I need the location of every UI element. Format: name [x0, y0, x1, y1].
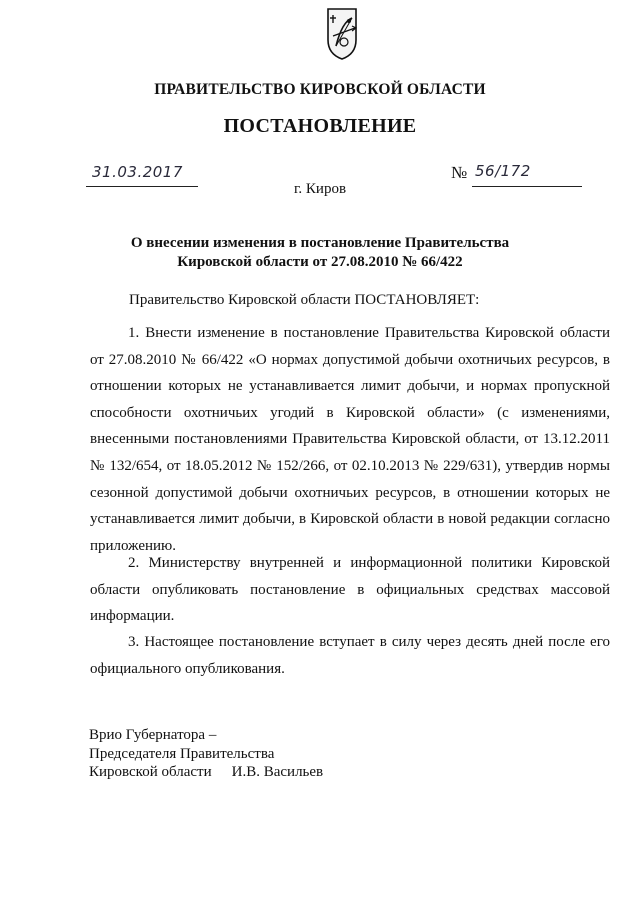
signatory-name: И.В. Васильев — [231, 764, 324, 780]
signature-org: Кировской области — [89, 764, 212, 780]
paragraph-3: 3. Настоящее постановление вступает в силу через десять дней после его официального опубликования. — [90, 634, 610, 677]
document-number: 56/172 — [475, 162, 531, 180]
signature-line-3 — [89, 763, 323, 782]
number-sign: № — [451, 163, 468, 182]
resolution-lead: Правительство Кировской области ПОСТАНОВЛЯЕТ: — [129, 292, 480, 308]
signature-line-1: Врио Губернатора – — [89, 727, 217, 743]
paragraph-2: 2. Министерству внутренней и информационной политики Кировской области опубликовать постановление в официальных средствах массовой информации. — [90, 555, 610, 625]
organization-title: ПРАВИТЕЛЬСТВО КИРОВСКОЙ ОБЛАСТИ — [154, 81, 486, 98]
paragraph-1: 1. Внести изменение в постановление Правительства Кировской области от 27.08.2010 № 66/422 «О нормах допустимой добычи охотничьих ресурсов, в отношении которых не устанавливается лимит добычи, и нормах пропускной способности охотничьих угодий в Кировской области» (с изменениями, внесенными постановлениями Правительства Кировской области, от 13.12.2011 № 132/654, от 18.05.2012 № 152/266, от 02.10.2013 № 229/631), утвердив нормы сезонной допустимой добычи охотничьих ресурсов, в отношении которых не устанавливается лимит добычи, в Кировской области в новой редакции согласно приложению. — [90, 325, 610, 554]
subject-line-1: О внесении изменения в постановление Правительства — [130, 235, 510, 251]
kirov-coat-of-arms-icon — [322, 6, 362, 62]
signature-line-2: Председателя Правительства — [89, 745, 275, 762]
signature-block — [89, 726, 323, 782]
city: г. Киров — [293, 181, 347, 197]
document-date: 31.03.2017 — [92, 163, 183, 181]
document-subject — [0, 234, 640, 272]
subject-line-2: Кировской области от 27.08.2010 № 66/422 — [177, 254, 463, 270]
document-type-title: ПОСТАНОВЛЕНИЕ — [223, 115, 417, 137]
